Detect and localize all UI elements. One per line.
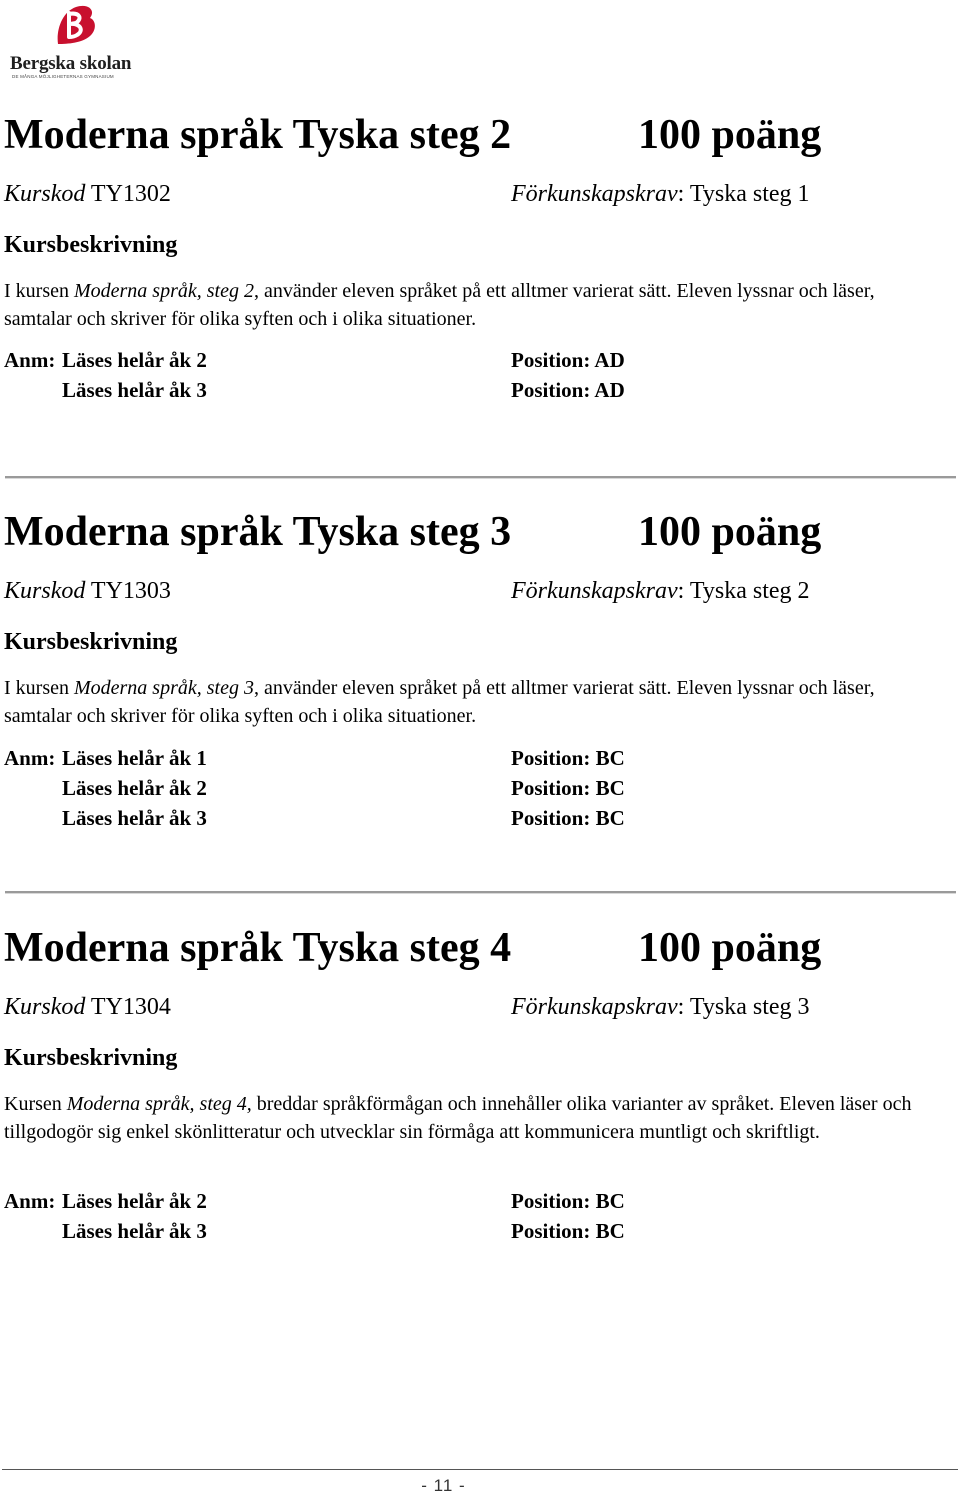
schedule-position: Position: BC	[511, 1189, 625, 1213]
schedule-position: Position: AD	[511, 378, 625, 402]
course-prereq: Tyska steg 1	[689, 181, 810, 207]
school-logo	[8, 4, 132, 78]
schedule-position: Position: BC	[511, 806, 625, 830]
schedule-position: Position: AD	[511, 348, 625, 372]
course-code: TY1304	[90, 994, 171, 1020]
course-code-line	[4, 994, 171, 1021]
school-tagline: DE MÅNGA MÖJLIGHETERNAS GYMNASIUM	[12, 74, 114, 79]
description-text: Kursen	[4, 1093, 67, 1115]
course-code-line	[4, 181, 171, 208]
course-prereq-line: Förkunskapskrav: Tyska steg 1	[511, 181, 810, 207]
page-number: - 11 -	[421, 1476, 466, 1495]
anm-label: Anm:	[4, 348, 56, 372]
course-prereq-line: Förkunskapskrav: Tyska steg 2	[511, 578, 810, 604]
anm-label: Anm:	[4, 746, 56, 770]
course-description	[4, 1091, 944, 1146]
course-points: 100 poäng	[638, 509, 822, 555]
schedule-label: Läses helår åk 3	[62, 1219, 207, 1243]
section-divider	[5, 891, 956, 894]
schedule-position: Position: BC	[511, 1219, 625, 1243]
description-course-name: Moderna språk, steg 2	[73, 280, 254, 302]
anm-label: Anm:	[4, 1189, 56, 1213]
course-code: TY1303	[90, 578, 171, 604]
course-points: 100 poäng	[638, 925, 822, 971]
schedule-position: Position: BC	[511, 746, 625, 770]
course-title: Moderna språk Tyska steg 2	[4, 112, 512, 158]
description-text: I kursen	[4, 280, 74, 302]
course-code-line	[4, 578, 171, 605]
course-points: 100 poäng	[638, 112, 822, 158]
section-divider	[5, 476, 956, 479]
course-description-heading: Kursbeskrivning	[4, 1045, 178, 1071]
description-course-name: Moderna språk, steg 3	[73, 677, 254, 699]
course-prereq: Tyska steg 3	[689, 994, 810, 1020]
schedule-label: Läses helår åk 2	[62, 776, 207, 800]
description-course-name: Moderna språk, steg 4,	[66, 1093, 252, 1115]
course-prereq-line: Förkunskapskrav: Tyska steg 3	[511, 994, 810, 1020]
description-text: , använder eleven språket på ett alltmer varierat sätt. Eleven lyssnar och läser, samtalar och skriver för olika syften och i olika situationer.	[4, 677, 875, 727]
course-prereq-label: Förkunskapskrav	[511, 181, 678, 207]
description-text: I kursen	[4, 677, 74, 699]
description-text: , använder eleven språket på ett alltmer varierat sätt. Eleven lyssnar och läser, samtalar och skriver för olika syften och i olika situationer.	[4, 280, 875, 330]
school-logo-mark	[52, 4, 98, 46]
schedule-label: Läses helår åk 2	[62, 1189, 207, 1213]
schedule-position: Position: BC	[511, 776, 625, 800]
school-name: Bergska skolan	[10, 53, 132, 74]
schedule-label: Läses helår åk 3	[62, 378, 207, 402]
schedule-label: Läses helår åk 2	[62, 348, 207, 372]
description-text: breddar språkförmågan och innehåller olika varianter av språket. Eleven läser och tillgodogör sig enkel skönlitteratur och utvecklar sin förmåga att kommunicera muntligt och skriftligt.	[4, 1093, 912, 1143]
course-description-heading: Kursbeskrivning	[4, 629, 178, 655]
schedule-label: Läses helår åk 1	[62, 746, 207, 770]
course-title: Moderna språk Tyska steg 3	[4, 509, 512, 555]
course-code-label: Kurskod	[4, 181, 86, 207]
course-description	[4, 278, 944, 333]
schedule-label: Läses helår åk 3	[62, 806, 207, 830]
course-code: TY1302	[90, 181, 171, 207]
course-prereq: Tyska steg 2	[689, 578, 810, 604]
course-prereq-label: Förkunskapskrav	[511, 578, 678, 604]
course-prereq-label: Förkunskapskrav	[511, 994, 678, 1020]
course-code-label: Kurskod	[4, 578, 86, 604]
course-title: Moderna språk Tyska steg 4	[4, 925, 512, 971]
course-description	[4, 675, 944, 730]
footer-rule	[2, 1469, 958, 1470]
course-description-heading: Kursbeskrivning	[4, 232, 178, 258]
course-code-label: Kurskod	[4, 994, 86, 1020]
